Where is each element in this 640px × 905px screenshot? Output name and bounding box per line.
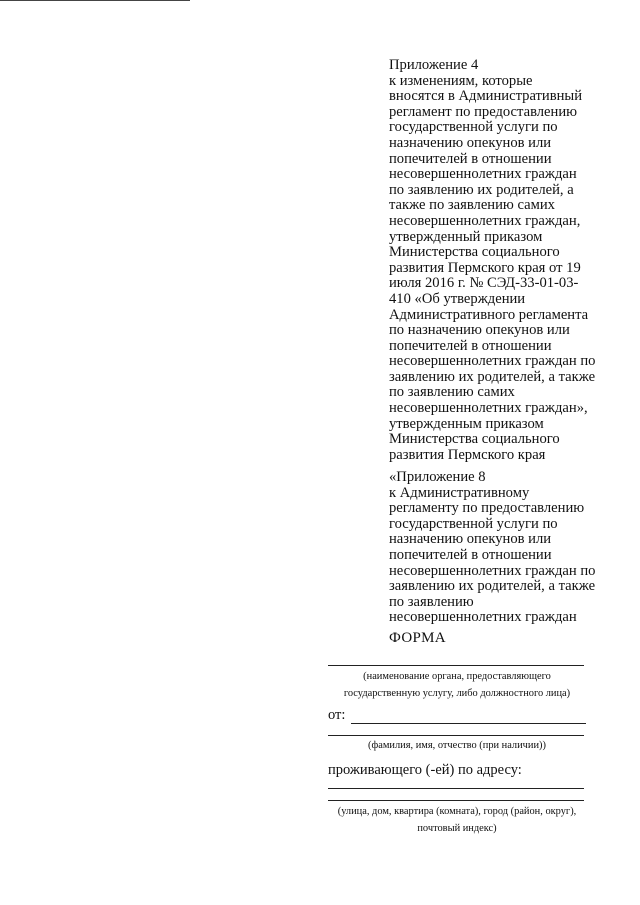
appendix-4-line: несовершеннолетних граждан <box>389 166 577 183</box>
organ-caption-2: государственную услугу, либо должностного лица) <box>343 688 571 699</box>
appendix-4-line: несовершеннолетних граждан по <box>389 353 596 370</box>
organ-name-line[interactable] <box>328 665 584 666</box>
appendix-4-line: назначению опекунов или <box>389 134 552 151</box>
appendix-4-line: развития Пермского края от 19 <box>389 259 581 276</box>
appendix-4-line: попечителей в отношении <box>389 150 552 167</box>
appendix-8-line: «Приложение 8 <box>389 469 486 485</box>
name-caption: (фамилия, имя, отчество (при наличии)) <box>368 740 546 751</box>
appendix-4-line: Министерства социального <box>389 431 560 448</box>
address-caption-1: (улица, дом, квартира (комната), город (район, округ), <box>337 806 577 817</box>
appendix-4-line: несовершеннолетних граждан, <box>389 212 581 229</box>
appendix-8-line: регламенту по предоставлению <box>389 500 585 517</box>
appendix-4-line: также по заявлению самих <box>389 197 555 214</box>
appendix-8-line: попечителей в отношении <box>389 546 552 563</box>
appendix-4-line: развития Пермского края <box>389 446 546 463</box>
appendix-4-header <box>389 58 629 463</box>
appendix-8-line: государственной услуги по <box>389 515 558 532</box>
appendix-4-line: 410 «Об утверждении <box>389 290 526 307</box>
appendix-8-line: заявлению их родителей, а также <box>389 578 596 595</box>
appendix-4-line: июля 2016 г. № СЭД-33-01-03- <box>389 275 579 292</box>
form-header-fields <box>328 660 586 837</box>
appendix-4-line: утвержденный приказом <box>389 228 543 245</box>
appendix-4-line: по назначению опекунов или <box>389 322 570 339</box>
appendix-4-line: Административного регламента <box>389 306 589 323</box>
top-edge-rule <box>0 0 190 1</box>
address-caption-2: почтовый индекс) <box>417 823 497 834</box>
appendix-4-line: Приложение 4 <box>389 57 479 73</box>
appendix-4-line: несовершеннолетних граждан», <box>389 400 588 417</box>
appendix-4-line: по заявлению их родителей, а <box>389 181 574 198</box>
from-label: от: <box>328 707 346 723</box>
appendix-4-line: утвержденным приказом <box>389 415 544 432</box>
address-row <box>328 762 586 779</box>
organ-caption-1: (наименование органа, предоставляющего <box>363 671 551 682</box>
appendix-4-line: заявлению их родителей, а также <box>389 368 596 385</box>
address-label: проживающего (-ей) по адресу: <box>328 762 522 778</box>
appendix-4-line: регламент по предоставлению <box>389 103 578 120</box>
appendix-8-line: несовершеннолетних граждан по <box>389 562 596 579</box>
appendix-8-line: по заявлению <box>389 593 474 610</box>
appendix-4-line: Министерства социального <box>389 244 560 261</box>
appendix-8-line: несовершеннолетних граждан <box>389 609 577 626</box>
applicant-name-line[interactable] <box>328 735 584 736</box>
appendix-8-line: к Административному <box>389 484 530 501</box>
from-row <box>328 707 586 724</box>
address-line-1[interactable] <box>328 788 584 789</box>
appendix-8-header <box>389 470 629 626</box>
appendix-4-line: попечителей в отношении <box>389 337 552 354</box>
appendix-4-line: по заявлению самих <box>389 384 515 401</box>
appendix-4-line: государственной услуги по <box>389 119 558 136</box>
appendix-4-line: к изменениям, которые <box>389 72 533 89</box>
from-line[interactable] <box>351 711 586 724</box>
form-title: ФОРМА <box>389 630 446 646</box>
appendix-4-line: вносятся в Административный <box>389 88 583 105</box>
address-line-2[interactable] <box>328 800 584 801</box>
appendix-8-line: назначению опекунов или <box>389 531 552 548</box>
